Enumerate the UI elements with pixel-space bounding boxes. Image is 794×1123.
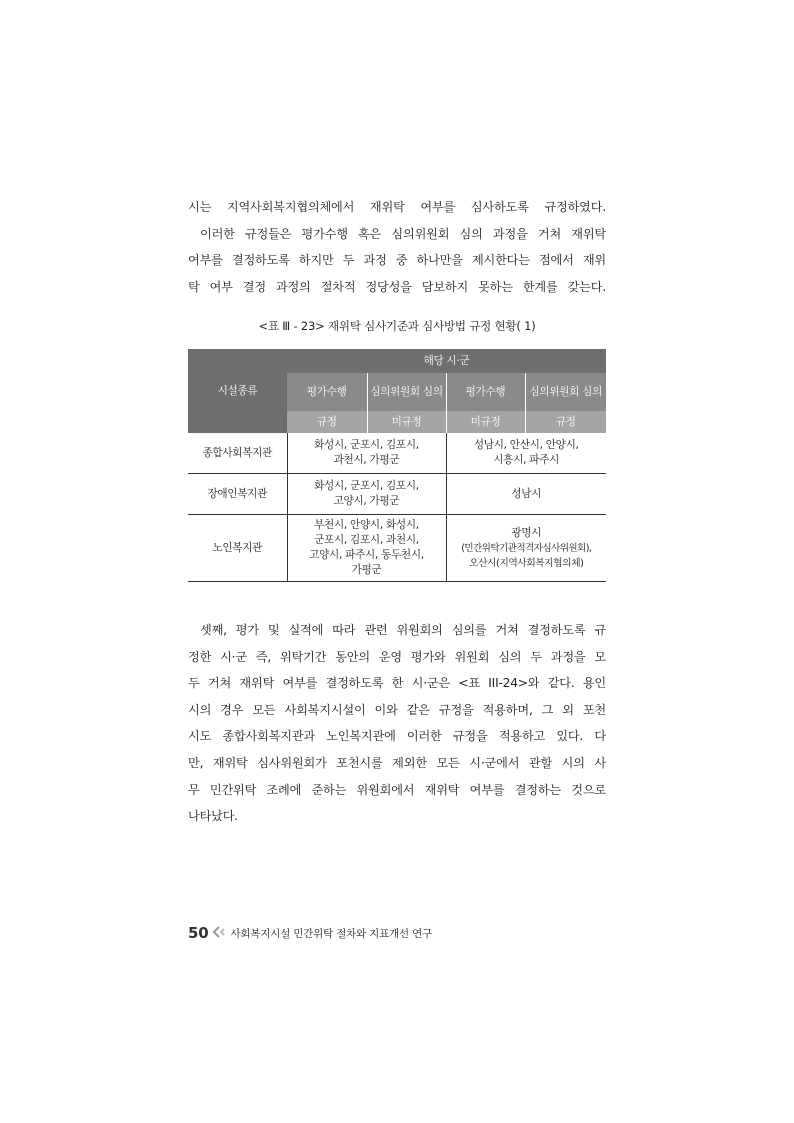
header-status: 규정 xyxy=(525,411,606,433)
double-chevron-left-icon xyxy=(212,926,226,941)
text-line: 셋째, 평가 및 실적에 따라 관련 위원회의 심의를 거쳐 결정하도록 규 xyxy=(200,623,606,637)
region-line: 성남시 xyxy=(511,487,542,500)
region-line: 성남시, 안산시, 안양시, xyxy=(473,439,579,451)
table-row xyxy=(188,515,606,582)
text-line: 나타났다. xyxy=(188,809,238,824)
text-line: 이러한 규정들은 평가수행 혹은 심의위원회 심의 과정을 거쳐 재위탁 xyxy=(200,226,606,241)
header-status: 미규정 xyxy=(367,411,446,433)
text-line: 무 민간위탁 조례에 준하는 위원회에서 재위탁 여부를 결정하는 것으로 xyxy=(188,782,606,797)
header-method: 평가수행 xyxy=(446,373,525,411)
region-line: 부천시, 안양시, 화성시, xyxy=(314,519,419,531)
region-line: 가평군 xyxy=(351,564,382,576)
region-list-b xyxy=(446,515,606,582)
region-list-a xyxy=(287,433,446,474)
table-caption: <표 Ⅲ - 23> 재위탁 심사기준과 심사방법 규정 현황( 1) xyxy=(258,319,536,333)
region-line: 광명시 xyxy=(511,526,542,539)
facility-type: 노인복지관 xyxy=(188,515,287,582)
text-line: 시도 종합사회복지관과 노인복지관에 이러한 규정을 적용하고 있다. 다 xyxy=(188,729,606,744)
region-line: 화성시, 군포시, 김포시, xyxy=(314,480,419,492)
header-method: 평가수행 xyxy=(287,373,367,411)
paragraph-intro xyxy=(188,194,606,300)
region-list-b xyxy=(446,474,606,515)
region-line: 과천시, 가평군 xyxy=(333,454,400,466)
page-footer xyxy=(188,924,432,942)
region-line: 오산시(지역사회복지협의체) xyxy=(469,557,584,569)
region-list-b xyxy=(446,433,606,474)
paragraph-third xyxy=(188,617,606,830)
header-status: 규정 xyxy=(287,411,367,433)
text-line: 정한 시·군 즉, 위탁기간 동안의 운영 평가와 위원회 심의 두 과정을 모 xyxy=(188,649,606,664)
table-row xyxy=(188,474,606,515)
region-list-a xyxy=(287,515,446,582)
text-line: 만, 재위탁 심사위원회가 포천시를 제외한 모든 시·군에서 관할 시의 사 xyxy=(188,755,606,770)
region-line: 시흥시, 파주시 xyxy=(493,454,560,466)
region-line: 군포시, 김포시, 과천시, xyxy=(314,534,419,546)
facility-type: 종합사회복지관 xyxy=(188,433,287,474)
region-line: 고양시, 파주시, 동두천시, xyxy=(309,549,424,561)
text-line: 시는 지역사회복지협의체에서 재위탁 여부를 심사하도록 규정하였다. xyxy=(188,200,606,214)
text-line: 시의 경우 모든 사회복지시설이 이와 같은 규정을 적용하며, 그 외 포천 xyxy=(188,702,606,717)
header-category: 시설종류 xyxy=(188,349,287,433)
header-region: 해당 시·군 xyxy=(287,349,606,373)
text-line: 탁 여부 결정 과정의 절차적 정당성을 담보하지 못하는 한계를 갖는다. xyxy=(188,279,606,294)
region-line: 고양시, 가평군 xyxy=(333,495,400,507)
header-method: 심의위원회 심의 xyxy=(367,373,446,411)
header-method: 심의위원회 심의 xyxy=(525,373,606,411)
regulation-table xyxy=(188,349,606,582)
region-list-a xyxy=(287,474,446,515)
header-status: 미규정 xyxy=(446,411,525,433)
text-line: 여부를 결정하도록 하지만 두 과정 중 하나만을 제시한다는 점에서 재위 xyxy=(188,253,606,268)
footer-title: 사회복지시설 민간위탁 절차와 지표개선 연구 xyxy=(230,927,432,940)
region-line: (민간위탁기관적격자심사위원회), xyxy=(461,542,592,554)
table-row xyxy=(188,433,606,474)
facility-type: 장애인복지관 xyxy=(188,474,287,515)
region-line: 화성시, 군포시, 김포시, xyxy=(314,439,419,451)
page-number: 50 xyxy=(188,924,209,942)
text-line: 두 거쳐 재위탁 여부를 결정하도록 한 시·군은 <표 III-24>와 같다. 용인 xyxy=(188,676,606,691)
